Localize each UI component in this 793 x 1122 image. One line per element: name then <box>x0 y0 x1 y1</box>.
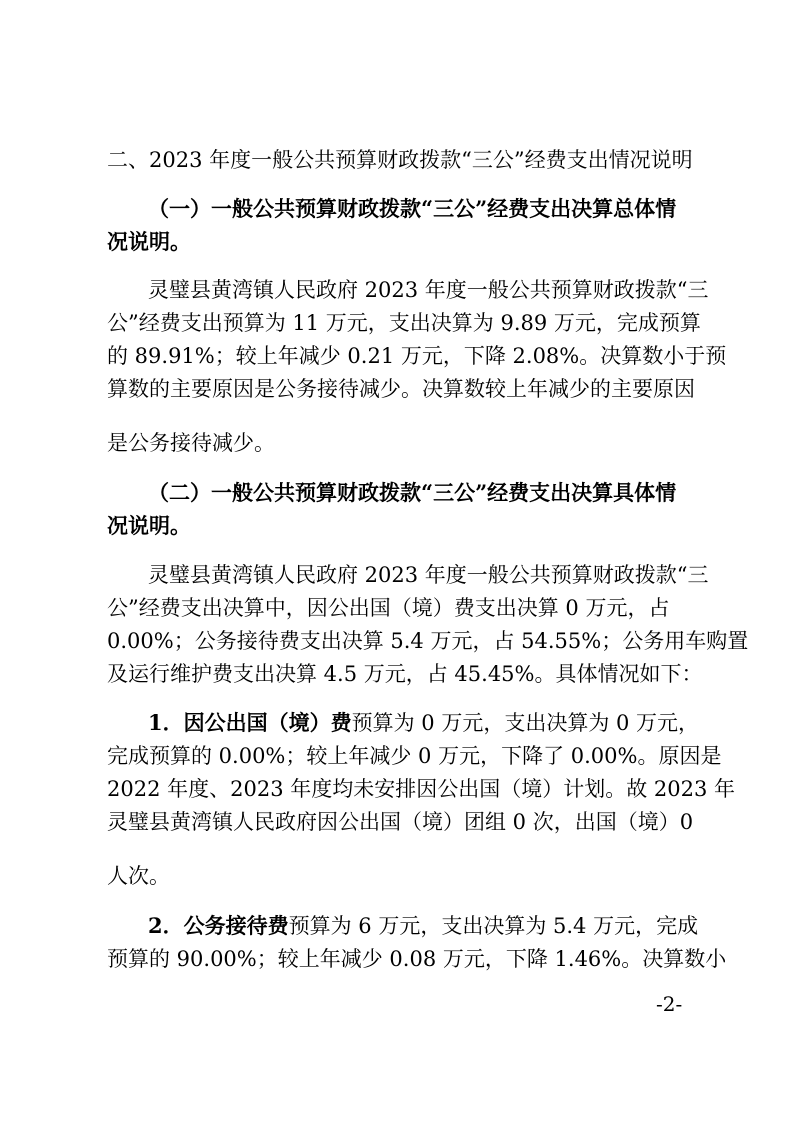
section2-para-line: 公”经费支出决算中，因公出国（境）费支出决算 0 万元，占 <box>107 596 670 620</box>
section1-para-line: 公”经费支出预算为 11 万元，支出决算为 9.89 万元，完成预算 <box>107 311 701 335</box>
section2-para-line: 灵璧县黄湾镇人民政府 2023 年度一般公共预算财政拨款“三 <box>148 563 709 587</box>
item2-label: 2．公务接待费 <box>148 913 289 938</box>
item2-first-line <box>148 911 698 941</box>
section2-title-line1: （二）一般公共预算财政拨款“三公”经费支出决算具体情 <box>148 480 677 505</box>
section1-title-line2: 况说明。 <box>107 229 191 254</box>
item1-first-line <box>148 708 699 738</box>
page-number: -2- <box>656 992 683 1016</box>
section-heading: 二、2023 年度一般公共预算财政拨款“三公”经费支出情况说明 <box>107 148 693 172</box>
item2-first-line-text: 预算为 6 万元，支出决算为 5.4 万元，完成 <box>288 914 699 938</box>
item1-label: 1．因公出国（境）费 <box>148 710 352 735</box>
item2-line: 预算的 90.00%；较上年减少 0.08 万元，下降 1.46%。决算数小 <box>107 947 727 971</box>
item1-line: 2022 年度、2023 年度均未安排因公出国（境）计划。故 2023 年 <box>107 777 736 801</box>
section1-para-line: 灵璧县黄湾镇人民政府 2023 年度一般公共预算财政拨款“三 <box>148 278 709 302</box>
section1-para-line: 的 89.91%；较上年减少 0.21 万元，下降 2.08%。决算数小于预 <box>107 344 727 368</box>
section2-para-line: 0.00%；公务接待费支出决算 5.4 万元，占 54.55%；公务用车购置 <box>107 629 749 653</box>
section1-title-line1: （一）一般公共预算财政拨款“三公”经费支出决算总体情 <box>148 196 677 221</box>
section1-para-line: 是公务接待减少。 <box>107 431 275 455</box>
section2-para-line: 及运行维护费支出决算 4.5 万元，占 45.45%。具体情况如下： <box>107 662 703 686</box>
item1-first-line-text: 预算为 0 万元，支出决算为 0 万元， <box>351 711 700 735</box>
item1-line: 人次。 <box>107 864 170 888</box>
item1-line: 灵璧县黄湾镇人民政府因公出国（境）团组 0 次，出国（境）0 <box>107 810 694 834</box>
section2-title-line2: 况说明。 <box>107 513 191 538</box>
section1-para-line: 算数的主要原因是公务接待减少。决算数较上年减少的主要原因 <box>107 377 695 401</box>
item1-line: 完成预算的 0.00%；较上年减少 0 万元，下降了 0.00%。原因是 <box>107 744 722 768</box>
